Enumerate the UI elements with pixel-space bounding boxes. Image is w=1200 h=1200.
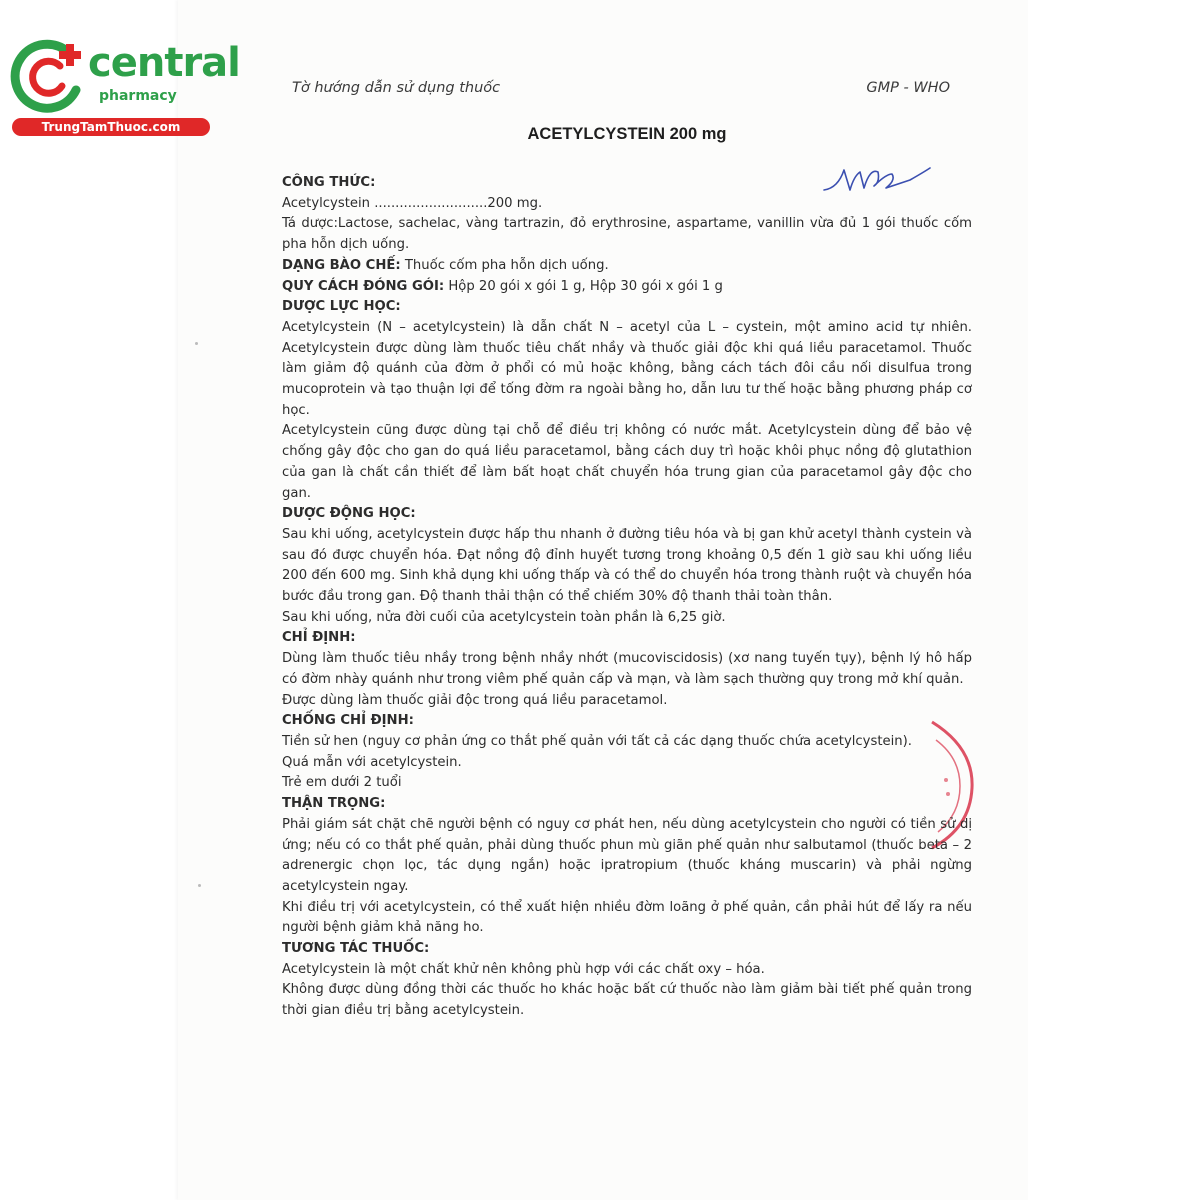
section-heading-tuong-tac: TƯƠNG TÁC THUỐC: bbox=[282, 941, 430, 957]
document-title: ACETYLCYSTEIN 200 mg bbox=[527, 125, 727, 143]
precautions-paragraph: Phải giám sát chặt chẽ người bệnh có nguy cơ phát hen, nếu dùng acetylcystein cho người có tiền sử dị ứng; nếu có co thắt phế quản, phải dùng thuốc phun mù giãn phế quản như salbutamol (thuốc beta – 2 adrenergic chọn lọc, tác dụng ngắn) hoặc ipratropium (thuốc kháng muscarin) và phải ngừng acetylcystein ngay. bbox=[282, 816, 972, 894]
header-left-text: Tờ hướng dẫn sử dụng thuốc bbox=[292, 80, 501, 96]
section-heading-chi-dinh: CHỈ ĐỊNH: bbox=[282, 630, 356, 646]
precautions-paragraph: Khi điều trị với acetylcystein, có thể xuất hiện nhiều đờm loãng ở phế quản, cần phải hút để lấy ra nếu người bệnh giảm khả năng ho. bbox=[282, 899, 972, 936]
header-right-text: GMP - WHO bbox=[866, 80, 950, 96]
packaging-line bbox=[282, 277, 972, 298]
formula-excipients: Tá dược:Lactose, sachelac, vàng tartrazin, đỏ erythrosine, aspartame, vanillin vừa đủ 1 gói thuốc cốm pha hỗn dịch uống. bbox=[282, 216, 972, 253]
dosage-form-label: DẠNG BÀO CHẾ: bbox=[282, 257, 401, 273]
contraindications-paragraph: Quá mẫn với acetylcystein. bbox=[282, 754, 462, 770]
packaging-label: QUY CÁCH ĐÓNG GÓI: bbox=[282, 278, 445, 294]
contraindications-paragraph: Tiền sử hen (nguy cơ phản ứng co thắt phế quản với tất cả các dạng thuốc chứa acetylcystein). bbox=[282, 733, 912, 749]
logo-website-badge: TrungTamThuoc.com bbox=[12, 118, 210, 136]
section-heading-than-trong: THẬN TRỌNG: bbox=[282, 796, 386, 812]
logo-subtitle: pharmacy bbox=[99, 88, 177, 104]
pharmacodynamics-paragraph: Acetylcystein (N – acetylcystein) là dẫn chất N – acetyl của L – cystein, một amino acid tự nhiên. Acetylcystein được dùng làm thuốc tiêu chất nhầy và thuốc giải độc khi quá liều paracetamol. Thuốc làm giảm độ quánh của đờm ở phổi có mủ hoặc không, bằng cách tách đôi cầu nối disulfua trong mucoprotein và tạo thuận lợi để tống đờm ra ngoài bằng ho, dẫn lưu tư thế hoặc bằng phương pháp cơ học. bbox=[282, 319, 972, 418]
logo-brand-text: central bbox=[88, 40, 240, 86]
logo-ring-icon bbox=[10, 38, 90, 116]
central-pharmacy-logo[interactable] bbox=[10, 38, 240, 138]
indications-paragraph: Dùng làm thuốc tiêu nhầy trong bệnh nhầy nhớt (mucoviscidosis) (xơ nang tuyến tụy), bệnh lý hô hấp có đờm nhày quánh như trong viêm phế quản cấp và mạn, và làm sạch thường quy trong mở khí quản. bbox=[282, 651, 972, 687]
pharmacokinetics-paragraph: Sau khi uống, nửa đời cuối của acetylcystein toàn phần là 6,25 giờ. bbox=[282, 609, 726, 625]
interactions-paragraph: Không được dùng đồng thời các thuốc ho khác hoặc bất cứ thuốc nào làm giảm bài tiết phế quản trong thời gian điều trị bằng acetylcystein. bbox=[282, 982, 972, 1019]
packaging-text: Hộp 20 gói x gói 1 g, Hộp 30 gói x gói 1 g bbox=[444, 278, 723, 294]
interactions-paragraph: Acetylcystein là một chất khử nên không phù hợp với các chất oxy – hóa. bbox=[282, 961, 765, 977]
section-heading-chong-chi-dinh: CHỐNG CHỈ ĐỊNH: bbox=[282, 713, 414, 729]
scan-speck bbox=[198, 884, 201, 887]
document-header bbox=[292, 80, 950, 96]
section-heading-duoc-dong-hoc: DƯỢC ĐỘNG HỌC: bbox=[282, 506, 416, 522]
formula-active-line: Acetylcystein ...........................200 mg. bbox=[282, 195, 543, 211]
contraindications-paragraph: Trẻ em dưới 2 tuổi bbox=[282, 775, 402, 791]
indications-paragraph: Được dùng làm thuốc giải độc trong quá liều paracetamol. bbox=[282, 692, 668, 708]
pharmacodynamics-paragraph: Acetylcystein cũng được dùng tại chỗ để điều trị không có nước mắt. Acetylcystein dùng để bảo vệ chống gây độc cho gan do quá liều paracetamol, bằng cách duy trì hoặc khôi phục nồng độ glutathion của gan là chất cần thiết để làm bất hoạt chất chuyển hóa trung gian của paracetamol gây độc cho gan. bbox=[282, 423, 972, 501]
section-heading-duoc-luc-hoc: DƯỢC LỰC HỌC: bbox=[282, 299, 401, 315]
scan-speck bbox=[195, 342, 198, 345]
pharmacokinetics-paragraph: Sau khi uống, acetylcystein được hấp thu nhanh ở đường tiêu hóa và bị gan khử acetyl thành cystein và sau đó được chuyển hóa. Đạt nồng độ đỉnh huyết tương trong khoảng 0,5 đến 1 giờ sau khi uống liều 200 đến 600 mg. Sinh khả dụng khi uống thấp và có thể do chuyển hóa trong thành ruột và chuyển hóa bước đầu trong gan. Độ thanh thải thận có thể chiếm 30% độ thanh thải toàn thân. bbox=[282, 526, 972, 605]
document-body bbox=[282, 173, 972, 1022]
dosage-form-text: Thuốc cốm pha hỗn dịch uống. bbox=[400, 257, 609, 273]
dosage-form-line bbox=[282, 256, 972, 277]
section-heading-cong-thuc: CÔNG THỨC: bbox=[282, 175, 376, 190]
